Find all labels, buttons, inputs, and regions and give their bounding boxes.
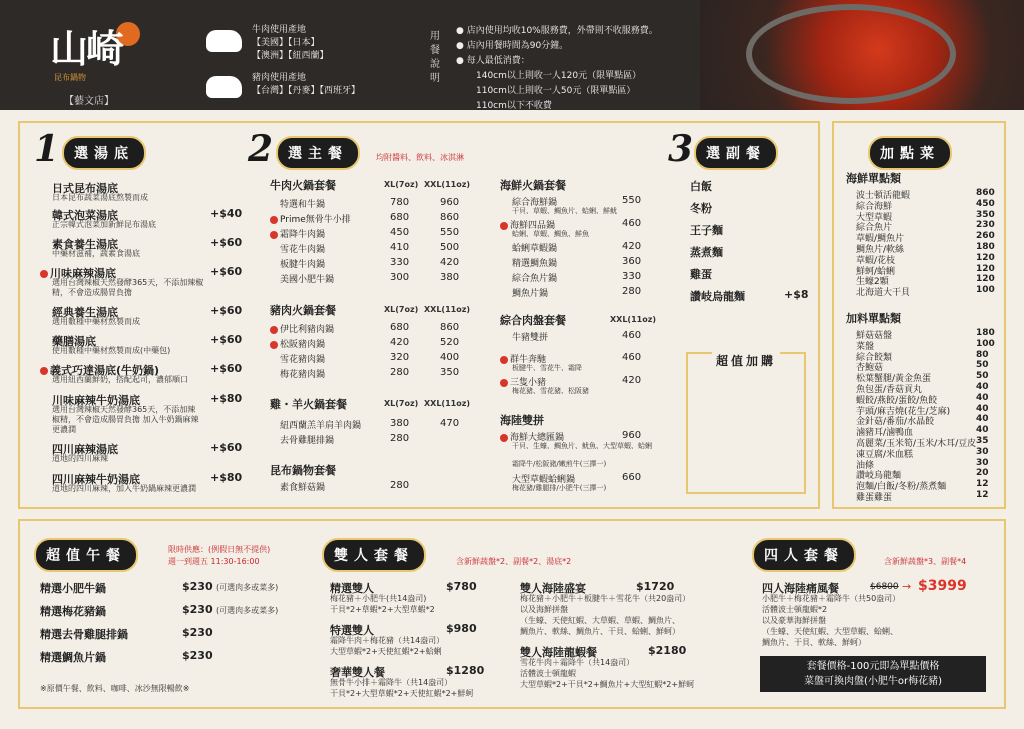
lunch-title: 超值午餐 [34,538,138,572]
dish-price-xxl: 500 [440,242,460,253]
quad-note-box [760,656,986,692]
soup-desc: 中藥材滋補，蔬素食湯底 [52,249,140,258]
soup-name: 川味麻辣牛奶湯底 [52,394,140,407]
dish-price-xxl: 400 [440,352,460,363]
dish-row [270,337,325,350]
addon-item: 蝦餃/燕餃/蛋餃/魚餃 [856,395,938,406]
addon-item: 綜合海鮮 [856,201,893,212]
special-icon [500,434,508,442]
lunch-item: 精選去骨雞腿排鍋 [40,628,128,641]
addon-price: 120 [976,252,995,263]
dish-name: 精選鯛魚鍋 [512,259,558,269]
soup-price: +$80 [210,471,243,484]
duo-desc: 鯛魚片、軟絲、鯛魚片、干貝、蛤蜊、鮮蚵） [520,627,680,636]
duo-desc: 大型草蝦*2+干貝*2+鯛魚片+大型紅蝦*2+鮮蚵 [520,680,695,689]
soup-price: +$60 [210,304,243,317]
addon-price: 40 [976,392,989,403]
dish-price-xxl: 470 [440,418,460,429]
soup-desc: 選用台灣辣椒天然發酵365天，不添加辣椒精，不會造成腸胃負擔 [52,278,204,297]
lunch-price: $230 [182,603,213,616]
duo-item: 奢華雙人餐 [330,666,385,679]
addon-price: 450 [976,198,995,209]
beef-origin [252,24,329,63]
dish-name: 去骨雞腿排鍋 [280,436,335,446]
soup-desc: 正宗韓式泡菜加新鮮昆布湯底 [52,220,156,229]
addon-price: 30 [976,457,989,468]
addon-item: 綜合魚片 [856,223,893,234]
logo-subtitle: 昆布鍋物 [54,73,86,82]
xxl-label: XXL(11oz) [610,315,657,324]
quad-title: 四人套餐 [752,538,856,572]
duo-item: 雙人海陸盛宴 [520,582,586,595]
side-item: 冬粉 [690,202,712,215]
duo-desc: （生蠔、天使紅蝦、大草蝦、草蝦、鯛魚片、 [520,616,680,625]
veg-set-title: 昆布鍋物套餐 [270,464,336,477]
pork-origin-title: 豬肉使用產地 [252,73,307,83]
lunch-price: $230 [182,649,213,662]
dish-name: 雪花豬肉鍋 [280,355,326,365]
top-banner [0,0,1024,110]
dish-row [270,322,334,335]
quad-desc: 小肥牛＋梅花豬＋霜降牛（共50盎司） [762,594,901,603]
dish-name: 雪花牛肉鍋 [280,245,326,255]
pork-set-title: 豬肉火鍋套餐 [270,304,336,317]
addon-item: 讚岐烏龍麵 [856,471,902,482]
addon-title: 加點菜 [868,136,952,170]
special-icon [270,341,278,349]
addon-item: 滷豬耳/滷鴨血 [856,428,914,439]
usage-line: ● 每人最低消費： [456,56,530,66]
soup-name: 四川麻辣湯底 [52,443,118,456]
spicy-icon [40,367,48,375]
dish-price: 330 [622,271,642,282]
soup-desc: 選用數種中藥材熬製而成 [52,317,140,326]
note-line: 菜盤可換肉盤(小肥牛or梅花豬) [803,676,943,687]
addon-price: 12 [976,479,989,490]
soup-name: 經典養生湯底 [52,306,118,319]
dish-name: 美國小肥牛鍋 [280,275,335,285]
quad-desc: 活體波士頓龍蝦*2 [762,605,828,614]
dish-name: 梅花豬肉鍋 [280,370,326,380]
usage-line: ● 店內用餐時間為90分鐘。 [456,41,569,51]
lunch-item: 精選梅花豬鍋 [40,605,106,618]
soup-desc: 日本昆布蔬菜湯底熬製而成 [52,193,148,202]
soup-price: +$60 [210,236,243,249]
dish-price: 360 [622,256,642,267]
dish-price: 460 [622,352,642,363]
addon-price: 20 [976,468,989,479]
dish-name: 群牛奔馳 [510,355,547,365]
addon-item: 油條 [856,460,875,471]
addon-price: 30 [976,446,989,457]
dish-price: 460 [622,330,642,341]
soup-desc: 選用台灣辣椒天然發酵365天，不添加辣椒精，不會造成腸胃負擔 加入牛奶鍋麻辣更濃潤 [52,405,199,434]
dish-price: 420 [622,375,642,386]
duo-desc: 干貝*2+草蝦*2+大型草蝦*2 [330,605,435,614]
xl-label: XL(7oz) [384,399,419,408]
dish-name: 紐西蘭羔羊肩羊肉鍋 [280,421,362,431]
dish-name: 牛豬雙拼 [512,333,549,343]
soup-desc: 道地的四川麻辣 [52,454,108,463]
addon-price: 40 [976,403,989,414]
main-section-number: 2 [248,128,274,170]
addon-item: 雞蛋雞蛋 [856,493,893,503]
soup-price: +$60 [210,441,243,454]
addon-item: 魚包蛋/香菇貢丸 [856,385,923,395]
lunch-price: $230 [182,580,213,593]
addon-item: 波士頓活龍蝦 [856,191,911,201]
addon-item: 松葉蟹腿/黃金魚蛋 [856,374,932,385]
dish-price-xxl: 860 [440,212,460,223]
addon-item: 草蝦/鯛魚片 [856,234,905,245]
soup-name: 川味麻辣湯底 [50,267,116,280]
addon-item: 生蠔2顆 [856,277,889,288]
cow-icon [206,30,242,52]
duo-price: $1280 [446,664,485,677]
addon-price: 35 [976,436,989,446]
dish-name: 特選和牛鍋 [280,200,326,210]
xxl-label: XXL(11oz) [424,180,471,189]
side-item: 蒸煮麵 [690,246,723,259]
dish-desc: 板腱牛、雪花牛、霜降 [512,364,582,372]
dish-price-xl: 300 [390,272,410,283]
duo-desc: 活體波士頓龍蝦 [520,669,576,678]
usage-line: 110cm以下不收費 [476,101,552,111]
addon-item: 凍豆腐/米血糕 [856,449,914,460]
addon-price: 230 [976,220,995,231]
side-section-title: 選副餐 [694,136,778,170]
dish-name: 蛤蜊草蝦鍋 [512,244,558,254]
xl-label: XL(7oz) [384,180,419,189]
addon-price: 860 [976,188,995,198]
addon-price: 180 [976,328,995,338]
dish-desc: 干貝、生蠔、鯛魚片、魷魚、大型草蝦、蛤蜊 [512,442,652,450]
addon-item: 鮮菇菇盤 [856,331,893,341]
duo-price: $980 [446,622,477,635]
addon-price: 180 [976,242,995,252]
soup-name: 素食養生湯底 [52,238,118,251]
side-item: 讚岐烏龍麵 [690,290,745,303]
quad-original-price: $6800 [870,582,899,592]
soup-name: 藥膳湯底 [52,335,96,348]
dish-name: 三隻小豬 [510,378,547,388]
dish-name: 板腱牛肉鍋 [280,260,326,270]
addon-price: 12 [976,490,989,500]
special-icon [500,222,508,230]
lunch-note: 限時供應：(例假日無不提供) [168,545,271,554]
addon-item: 大型草蝦 [856,212,893,223]
quad-arrow: → [902,580,912,593]
main-section-note: 均附醬料、飲料、冰淇淋 [376,153,464,162]
side-item: 白飯 [690,180,712,193]
dish-name: 大型草蝦蛤蜊鍋 [512,475,576,485]
usage-line: ● 店內使用均收10%服務費，外帶則不收服務費。 [456,26,658,36]
dish-name: Prime無骨牛小排 [280,215,351,225]
duo-desc: 梅花豬＋小肥牛＋板腱牛＋雪花牛（共20盎司） [520,594,691,603]
dish-name: 松阪豬肉鍋 [280,340,326,350]
xxl-label: XXL(11oz) [424,305,471,314]
usage-line: 110cm以上則收一人50元（限單點區） [476,86,636,96]
value-addon-title: 超值加購 [712,352,780,369]
dish-price: 420 [622,241,642,252]
dish-name: 海鮮大總匯鍋 [510,433,565,443]
special-icon [270,326,278,334]
dish-price-xl: 380 [390,418,410,429]
special-icon [500,356,508,364]
soup-price: +$60 [210,362,243,375]
soup-name: 義式巧達湯底(牛奶鍋) [50,364,160,377]
duo-desc: 干貝*2+大型草蝦*2+天使紅蝦*2+鮮蚵 [330,689,474,698]
addon-price: 80 [976,349,989,360]
dish-row [270,227,325,240]
soup-price: +$40 [210,207,243,220]
addon-price: 260 [976,231,995,242]
duo-desc: 無骨牛小排＋霜降牛（共14盎司） [330,678,453,687]
lamb-set-title: 雞・羊火鍋套餐 [270,398,347,411]
dish-name: 伊比利豬肉鍋 [280,325,335,335]
dish-name: 綜合魚片鍋 [512,274,558,284]
logo [50,14,150,107]
pot-shape [746,4,956,104]
duo-item: 精選雙人 [330,582,374,595]
addon-item: 北海道大干貝 [856,288,911,299]
dish-desc: 梅花豬/雞腿排/小肥牛(三擇一) [512,484,607,492]
dish-price: 960 [622,430,642,441]
logo-text: 山崎 [50,26,123,71]
side-item: 王子麵 [690,224,723,237]
addon-price: 50 [976,371,989,382]
dish-name: 綜合海鮮鍋 [512,198,558,208]
soup-price: +$80 [210,392,243,405]
duo-desc: 霜降牛肉＋梅花豬（共14盎司） [330,636,445,645]
duo-price: $780 [446,580,477,593]
quad-price: $3999 [918,578,967,594]
lunch-item: 精選鯛魚片鍋 [40,651,106,664]
side-item: 雞蛋 [690,268,712,281]
dish-desc: 蛤蜊、草蝦、鯛魚、鮮魚 [512,230,589,238]
dish-price: 660 [622,472,642,483]
lunch-option: (可選肉多或菜多) [216,583,279,592]
soup-desc: 道地的四川麻辣，加入牛奶鍋麻辣更濃潤 [52,484,196,493]
seafood-set-title: 海鮮火鍋套餐 [500,179,566,192]
dish-price-xl: 280 [390,367,410,378]
dish-price-xxl: 860 [440,322,460,333]
dish-price-xl: 680 [390,212,410,223]
dish-name: 霜降牛肉鍋 [280,230,326,240]
quad-note: 含新鮮蔬盤*3、副餐*4 [884,557,967,566]
dish-price: 280 [390,480,410,491]
branch-name: 【藝文店】 [64,96,114,107]
dish-price-xxl: 520 [440,337,460,348]
dish-name: 海鮮四品鍋 [510,221,556,231]
usage-notes [456,24,658,114]
addon-item: 草蝦/花枝 [856,255,896,266]
pork-origin-line1: 【台灣】【丹麥】【西班牙】 [252,86,361,96]
special-icon [270,216,278,224]
dish-row [270,212,351,225]
special-icon [270,231,278,239]
addon-price: 50 [976,360,989,371]
addon-item: 高麗菜/玉米筍/玉米/木耳/豆皮 [856,439,977,449]
hotpot-photo [700,0,1024,110]
dish-price-xl: 280 [390,433,410,444]
special-icon [500,379,508,387]
beef-set-title: 牛肉火鍋套餐 [270,179,336,192]
dish-price-xl: 330 [390,257,410,268]
lunch-price: $230 [182,626,213,639]
beef-origin-title: 牛肉使用產地 [252,25,307,35]
mixed-set-title: 綜合肉盤套餐 [500,314,566,327]
soup-name: 四川麻辣牛奶湯底 [52,473,140,486]
duo-price: $1720 [636,580,675,593]
addon-price: 40 [976,382,989,392]
pork-origin [252,72,360,98]
pig-icon [206,76,242,98]
note-line: 套餐價格-100元即為單點價格 [806,661,940,672]
addon-item: 芋頭/麻吉燒(花生/芝麻) [856,406,951,417]
addon-price: 120 [976,263,995,274]
duo-item: 雙人海陸龍蝦餐 [520,646,597,659]
quad-desc: 以及豪華海鮮拼盤 [762,616,826,625]
lunch-option: (可選肉多或菜多) [216,606,279,615]
dish-price-xl: 680 [390,322,410,333]
addon-price: 100 [976,285,995,296]
quad-desc: （生蠔、天使紅蝦、大型草蝦、蛤蜊、 [762,627,898,636]
addon-seafood-title: 海鮮單點類 [846,172,901,185]
lunch-item: 精選小肥牛鍋 [40,582,106,595]
duo-price: $2180 [648,644,687,657]
dish-price: 280 [622,286,642,297]
duo-title: 雙人套餐 [322,538,426,572]
addon-item: 鮮蚵/蛤蜊 [856,266,896,277]
main-section-title: 選主餐 [276,136,360,170]
addon-item: 泡麵/白飯/冬粉/蒸煮麵 [856,482,947,493]
duo-desc: 大型草蝦*2+天使紅蝦*2+蛤蜊 [330,647,442,656]
addon-meat-title: 加料單點類 [846,312,901,325]
soup-name: 日式昆布湯底 [52,182,118,195]
soup-price: +$60 [210,333,243,346]
soup-section-number: 1 [34,128,60,170]
value-addon-box [686,352,806,494]
addon-price: 350 [976,209,995,220]
dish-price-xxl: 960 [440,197,460,208]
dish-price-xxl: 550 [440,227,460,238]
spicy-icon [40,270,48,278]
addon-item: 金針菇/番茄/水晶餃 [856,417,935,428]
dish-name: 鯛魚片鍋 [512,289,549,299]
duo-desc: 以及海鮮拼盤 [520,605,568,614]
soup-section-title: 選湯底 [62,136,146,170]
xxl-label: XXL(11oz) [424,399,471,408]
quad-item: 四人海陸痛風餐 [762,582,839,595]
side-extra-price: +$8 [784,288,809,301]
addon-price: 120 [976,274,995,285]
dish-price-xl: 780 [390,197,410,208]
addon-item: 鯛魚片/軟絲 [856,245,905,255]
soup-desc: 使用數種中藥材熬製而成(中藥包) [52,346,171,355]
side-section-number: 3 [668,128,694,170]
dish-desc: 霜降牛/松阪豬/嫩煎牛(三擇一) [512,460,607,468]
dish-name: 素食鮮菇鍋 [280,483,326,493]
quad-desc: 鯛魚片、干貝、軟絲、鮮蚵） [762,638,866,647]
duo-desc: 雪花牛肉＋霜降牛（共14盎司） [520,658,635,667]
addon-item: 綜合餃類 [856,352,893,363]
dish-price-xl: 450 [390,227,410,238]
soup-name: 韓式泡菜湯底 [52,209,118,222]
usage-line: 140cm以上則收一人120元（限單點區） [476,71,642,81]
surf-set-title: 海陸雙拼 [500,414,544,427]
duo-desc: 梅花豬＋小肥牛(共14盎司) [330,594,427,603]
dish-price-xl: 410 [390,242,410,253]
lunch-hours: 週一到週五 11:30-16:00 [168,557,260,566]
addon-price: 100 [976,338,995,349]
addon-item: 杏鮑菇 [856,363,884,374]
beef-origin-line2: 【澳洲】【紐西蘭】 [252,51,329,61]
soup-price: +$60 [210,265,243,278]
beef-origin-line1: 【美國】【日本】 [252,38,320,48]
dish-price: 550 [622,195,642,206]
dish-desc: 干貝、草蝦、鯛魚片、蛤蜊、鮮魷 [512,207,617,215]
dish-price-xxl: 420 [440,257,460,268]
dish-price-xl: 420 [390,337,410,348]
usage-title: 用餐說明 [430,31,440,84]
lunch-footnote: ※原價午餐、飲料、咖啡、冰沙無限暢飲※ [40,684,190,693]
addon-item: 菜盤 [856,341,875,352]
dish-desc: 梅花豬、雪花豬、松阪豬 [512,387,589,395]
dish-price-xl: 320 [390,352,410,363]
dish-price: 460 [622,218,642,229]
xl-label: XL(7oz) [384,305,419,314]
addon-price: 40 [976,425,989,436]
dish-price-xxl: 350 [440,367,460,378]
duo-note: 含新鮮蔬盤*2、副餐*2、湯底*2 [456,557,572,566]
addon-price: 40 [976,414,989,425]
dish-price-xxl: 380 [440,272,460,283]
soup-desc: 選用紐西蘭鮮奶，搭配起司，濃郁順口 [52,375,188,384]
duo-item: 特選雙人 [330,624,374,637]
